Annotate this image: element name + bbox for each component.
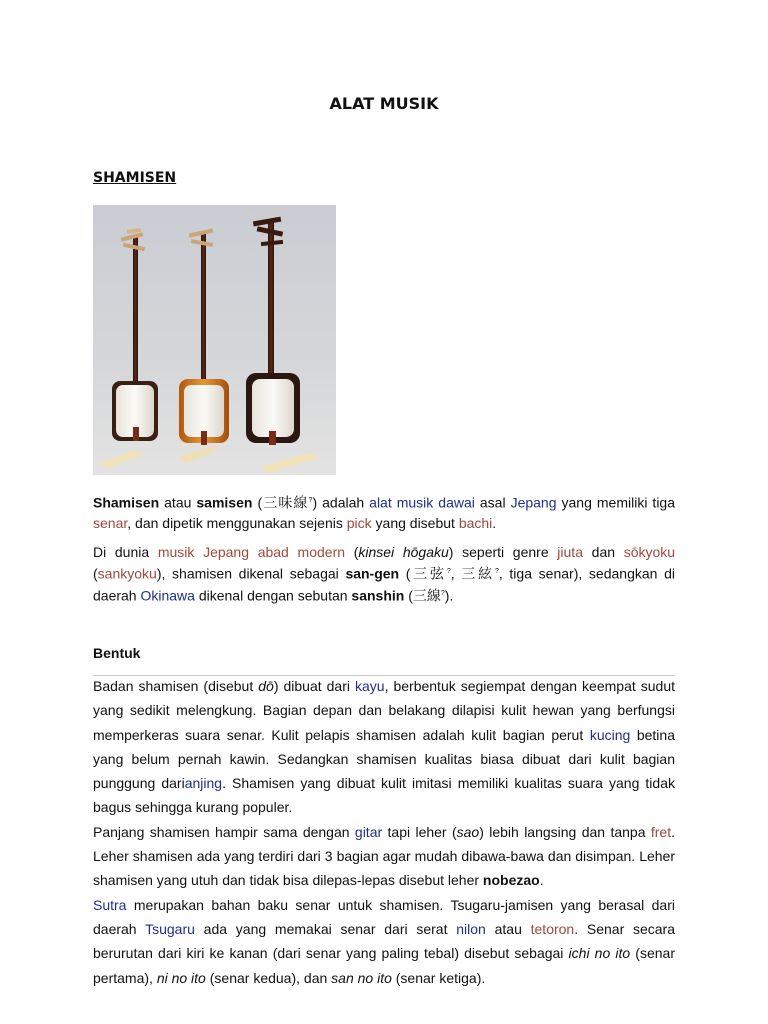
link-bachi[interactable]: bachi [458,514,493,531]
shamisen-photo [93,205,336,475]
link-jepang[interactable]: Jepang [510,494,557,511]
link-musik[interactable]: musik [391,494,434,511]
help-icon: ? [308,497,313,504]
link-alat[interactable]: alat [369,494,392,511]
link-anjing[interactable]: anjing [184,775,223,792]
sub-heading-bentuk: Bentuk [93,645,141,661]
intro-paragraph: Shamisen atau samisen (三味線?) adalah alat musik dawai asal Jepang yang memiliki tiga senar, dan dipetik menggunakan sejenis pick yang disebut bachi. [93,494,675,531]
page-title: ALAT MUSIK [329,94,439,113]
link-kucing[interactable]: kucing [589,726,631,743]
term-shamisen: Shamisen [93,494,160,511]
body-paragraph: Panjang shamisen hampir sama dengan gitar tapi leher (sao) lebih langsing dan tanpa fret. Leher shamisen ada yang terdiri dari 3 bagian agar mudah dibawa-bawa dan disimpan. Leher shamisen yang utuh dan tidak bisa dilepas-lepas disebut leher nobezao. [93,823,675,889]
context-paragraph: Di dunia musik Jepang abad modern (kinsei hōgaku) seperti genre jiuta dan sōkyoku (sankyoku), shamisen dikenal sebagai san-gen (三弦?, 三絃?, tiga senar), sedangkan di daerah Okinawa dikenal dengan sebutan sanshin (三線?). [93,544,676,604]
help-icon: ? [446,568,451,575]
link-fret[interactable]: fret [650,823,672,840]
link-gitar[interactable]: gitar [354,823,383,840]
link-dawai[interactable]: dawai [433,494,475,511]
term-san-gen: san-gen [345,565,400,582]
link-sutra[interactable]: Sutra [93,896,127,913]
term-nobezao: nobezao [482,872,540,889]
body-paragraph: Sutra merupakan bahan baku senar untuk shamisen. Tsugaru-jamisen yang berasal dari daerah Tsugaru ada yang memakai senar dari serat nilon atau tetoron. Senar secara berurutan dari kiri ke kanan (dari senar yang paling tebal) disebut sebagai ichi no ito (senar pertama), ni no ito (senar kedua), dan san no ito (senar ketiga). [93,896,676,986]
link-jepang-2[interactable]: Jepang [203,544,250,560]
link-pick[interactable]: pick [346,514,372,531]
link-sankyoku[interactable]: sankyoku [97,565,157,582]
bentuk-body [93,674,675,990]
link-musik-2[interactable]: musik [157,544,195,560]
link-jiuta[interactable]: jiuta [557,544,583,560]
section-title: SHAMISEN [93,170,177,186]
link-okinawa[interactable]: Okinawa [140,587,195,604]
link-senar[interactable]: senar [93,514,128,531]
link-sokyoku[interactable]: sōkyoku [623,544,676,560]
help-icon: ? [494,568,499,575]
term-sanshin: sanshin [351,587,405,604]
link-tsugaru[interactable]: Tsugaru [145,920,195,937]
body-paragraph: Badan shamisen (disebut dō) dibuat dari kayu, berbentuk segiempat dengan keempat sudut yang sedikit melengkung. Bagian depan dan belakang dilapisi kulit hewan yang berfungsi memperkeras suara senar. Kulit pelapis shamisen adalah kulit bagian perut kucing betina yang belum pernah kawin. Sedangkan shamisen kualitas biasa dibuat dari kulit bagian punggung darianjing. Shamisen yang dibuat kulit imitasi memiliki kualitas suara yang tidak bagus sehingga kurang populer. [93,678,675,816]
term-samisen: samisen [196,494,253,511]
link-nilon[interactable]: nilon [456,920,486,937]
link-abad[interactable]: abad [257,544,289,560]
help-icon: ? [440,589,445,597]
link-modern[interactable]: modern [297,544,346,560]
link-kayu[interactable]: kayu [354,678,385,694]
link-tetoron[interactable]: tetoron [530,920,575,937]
